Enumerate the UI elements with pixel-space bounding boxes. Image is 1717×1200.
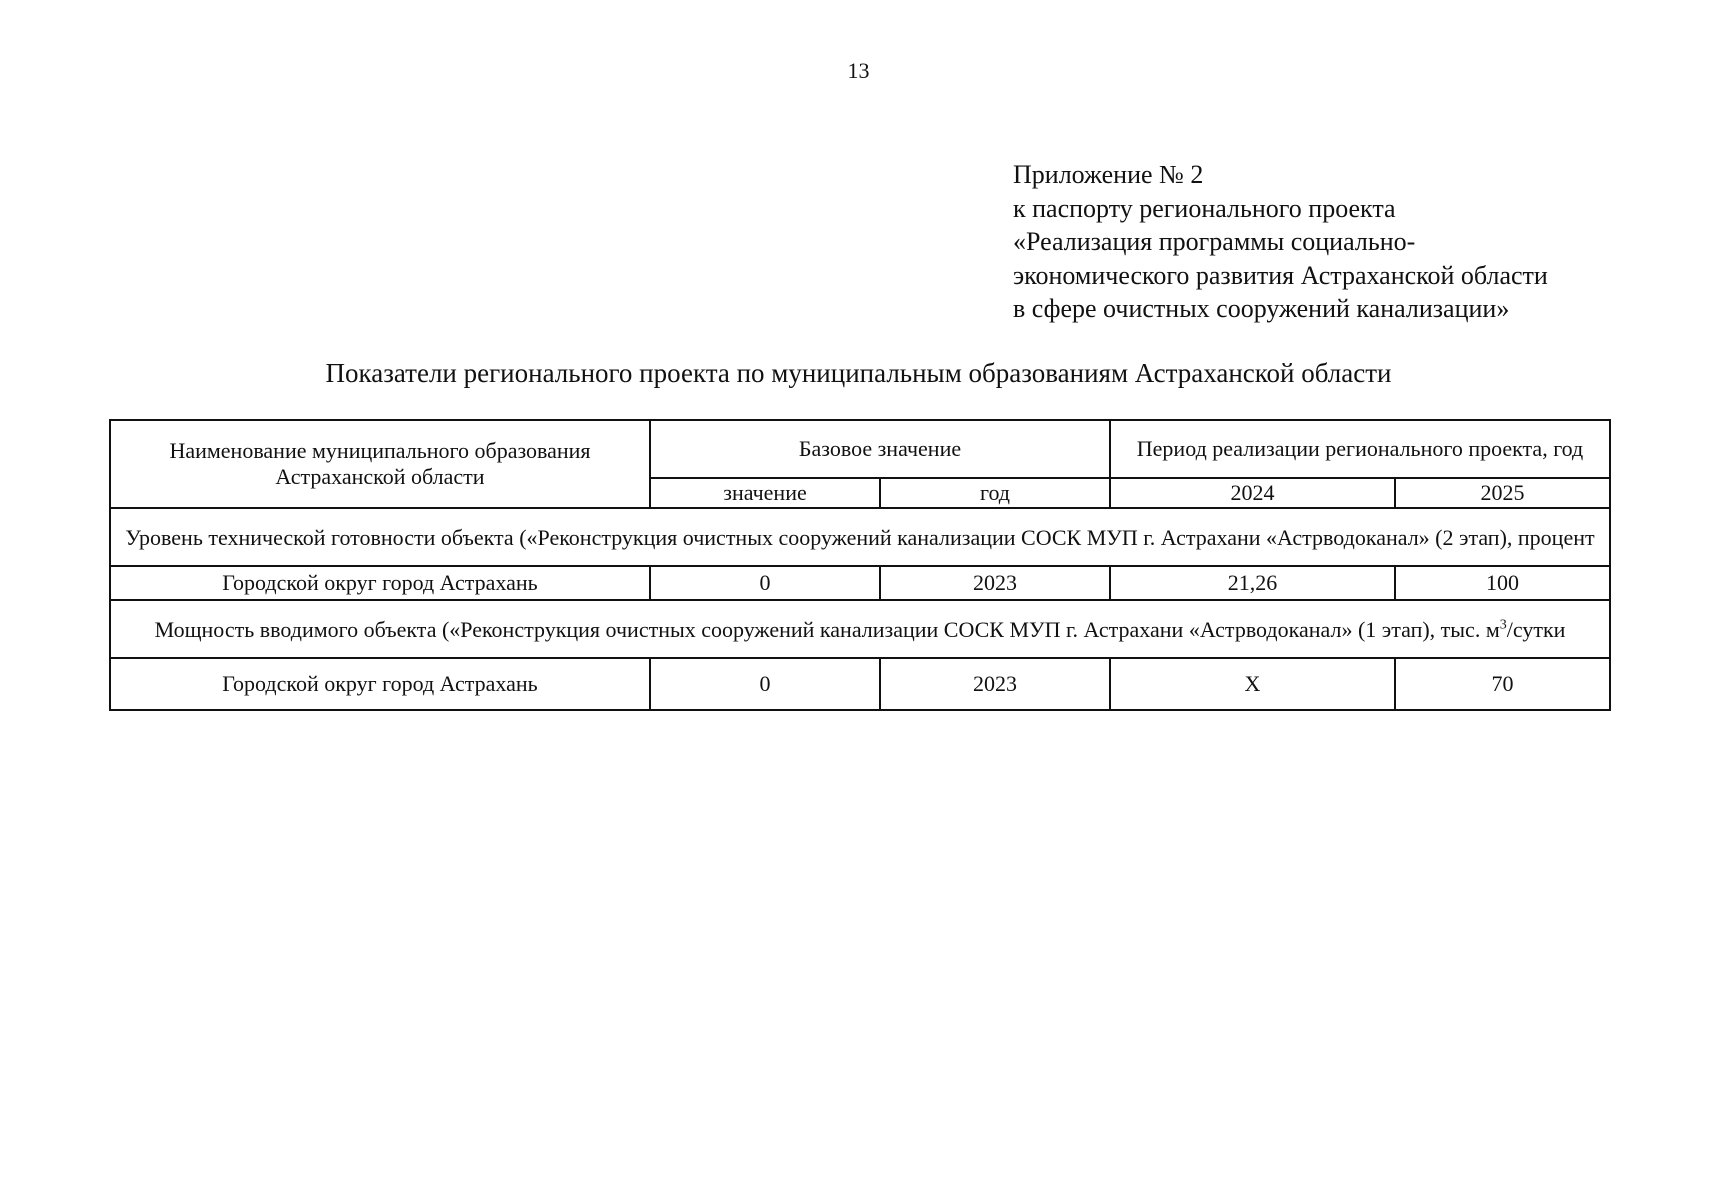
cell-2025: 70 — [1395, 658, 1610, 710]
table-row — [110, 658, 1610, 710]
header-base-value: Базовое значение — [650, 420, 1110, 478]
appendix-line: к паспорту регионального проекта — [1013, 193, 1396, 223]
subheader-2024: 2024 — [1110, 478, 1395, 508]
table-header-row — [110, 420, 1610, 478]
page-number: 13 — [847, 58, 870, 83]
appendix-block — [1013, 158, 1548, 326]
appendix-line: в сфере очистных сооружений канализации» — [1013, 294, 1510, 323]
subheader-value: значение — [650, 478, 880, 508]
header-municipality: Наименование муниципального образования Астраханской области — [110, 420, 650, 508]
cell-municipality: Городской округ город Астрахань — [110, 566, 650, 600]
cell-base-year: 2023 — [880, 658, 1110, 710]
indicators-table — [109, 419, 1611, 711]
indicator-title — [110, 600, 1610, 658]
subheader-2025: 2025 — [1395, 478, 1610, 508]
cell-base-value: 0 — [650, 658, 880, 710]
indicator-title-text: Мощность вводимого объекта («Реконструкция очистных сооружений канализации СОСК МУП г. Астрахани «Астрводоканал» (1 этап), тыс. м — [154, 616, 1500, 642]
appendix-line: «Реализация программы социально- — [1013, 227, 1416, 256]
cell-2024: Х — [1110, 658, 1395, 710]
table-title: Показатели регионального проекта по муниципальным образованиям Астраханской области — [325, 358, 1392, 388]
cell-base-value: 0 — [650, 566, 880, 600]
appendix-line: экономического развития Астраханской области — [1013, 260, 1548, 290]
indicator-title: Уровень технической готовности объекта («Реконструкция очистных сооружений канализации СОСК МУП г. Астрахани «Астрводоканал» (2 этап), процент — [110, 508, 1610, 566]
appendix-line: Приложение № 2 — [1013, 160, 1204, 189]
indicator-row — [110, 600, 1610, 658]
cell-2025: 100 — [1395, 566, 1610, 600]
indicator-unit-superscript: 3 — [1499, 617, 1507, 633]
cell-2024: 21,26 — [1110, 566, 1395, 600]
cell-base-year: 2023 — [880, 566, 1110, 600]
indicator-row — [110, 508, 1610, 566]
cell-municipality: Городской округ город Астрахань — [110, 658, 650, 710]
table-row — [110, 566, 1610, 600]
header-period: Период реализации регионального проекта, год — [1110, 420, 1610, 478]
subheader-year: год — [880, 478, 1110, 508]
indicator-unit-suffix: /сутки — [1506, 616, 1566, 642]
